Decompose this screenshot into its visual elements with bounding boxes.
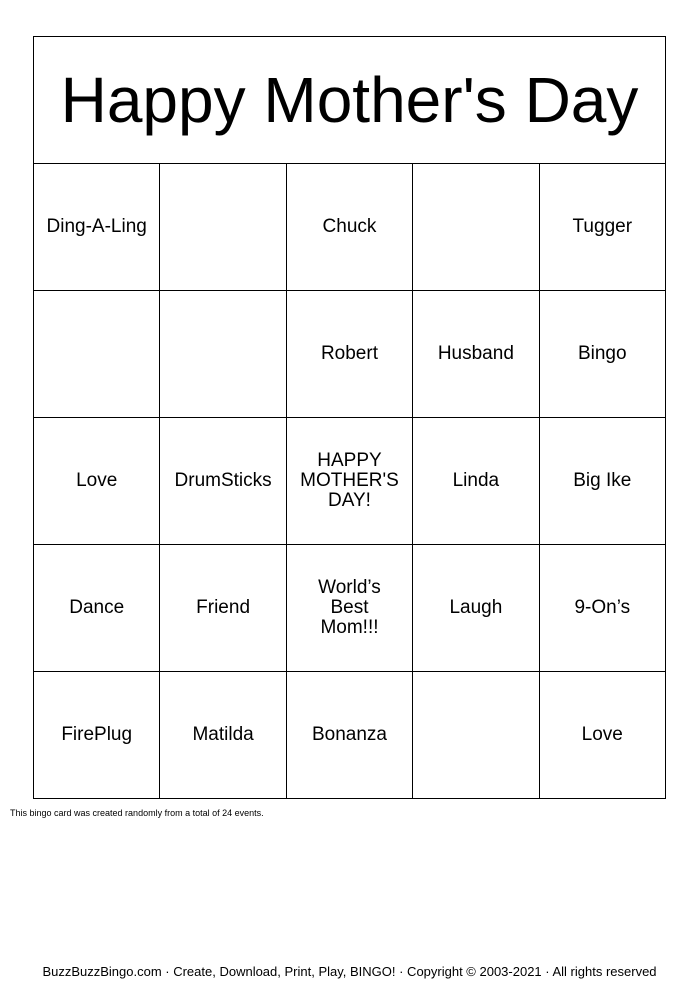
- bingo-square: Dance: [34, 545, 160, 672]
- bingo-square: Big Ike: [539, 418, 665, 545]
- bingo-row-3: [34, 418, 666, 545]
- bingo-square: [413, 164, 539, 291]
- bingo-square: [160, 164, 286, 291]
- bingo-square: [34, 291, 160, 418]
- bingo-row-2: [34, 291, 666, 418]
- bingo-square: Friend: [160, 545, 286, 672]
- card-generation-note: This bingo card was created randomly from a total of 24 events.: [10, 808, 264, 818]
- bingo-row-5: [34, 672, 666, 799]
- bingo-free-square: HAPPY MOTHER'S DAY!: [286, 418, 412, 545]
- bingo-square: Love: [539, 672, 665, 799]
- bingo-square: Matilda: [160, 672, 286, 799]
- title-row: [34, 37, 666, 164]
- bingo-square: FirePlug: [34, 672, 160, 799]
- bingo-square: Bonanza: [286, 672, 412, 799]
- bingo-row-4: [34, 545, 666, 672]
- bingo-square: Husband: [413, 291, 539, 418]
- bingo-square: [413, 672, 539, 799]
- bingo-square: Robert: [286, 291, 412, 418]
- bingo-square: Love: [34, 418, 160, 545]
- bingo-square: Ding-A-Ling: [34, 164, 160, 291]
- bingo-card: [33, 36, 666, 799]
- bingo-square: 9-On’s: [539, 545, 665, 672]
- bingo-square: Bingo: [539, 291, 665, 418]
- card-title: Happy Mother's Day: [34, 37, 666, 164]
- bingo-square: [160, 291, 286, 418]
- bingo-square: Linda: [413, 418, 539, 545]
- page-footer: BuzzBuzzBingo.com · Create, Download, Print, Play, BINGO! · Copyright © 2003-2021 · All rights reserved: [42, 964, 657, 979]
- bingo-square: DrumSticks: [160, 418, 286, 545]
- bingo-square: Chuck: [286, 164, 412, 291]
- bingo-square: Laugh: [413, 545, 539, 672]
- bingo-square: World’s Best Mom!!!: [286, 545, 412, 672]
- bingo-row-1: [34, 164, 666, 291]
- bingo-square: Tugger: [539, 164, 665, 291]
